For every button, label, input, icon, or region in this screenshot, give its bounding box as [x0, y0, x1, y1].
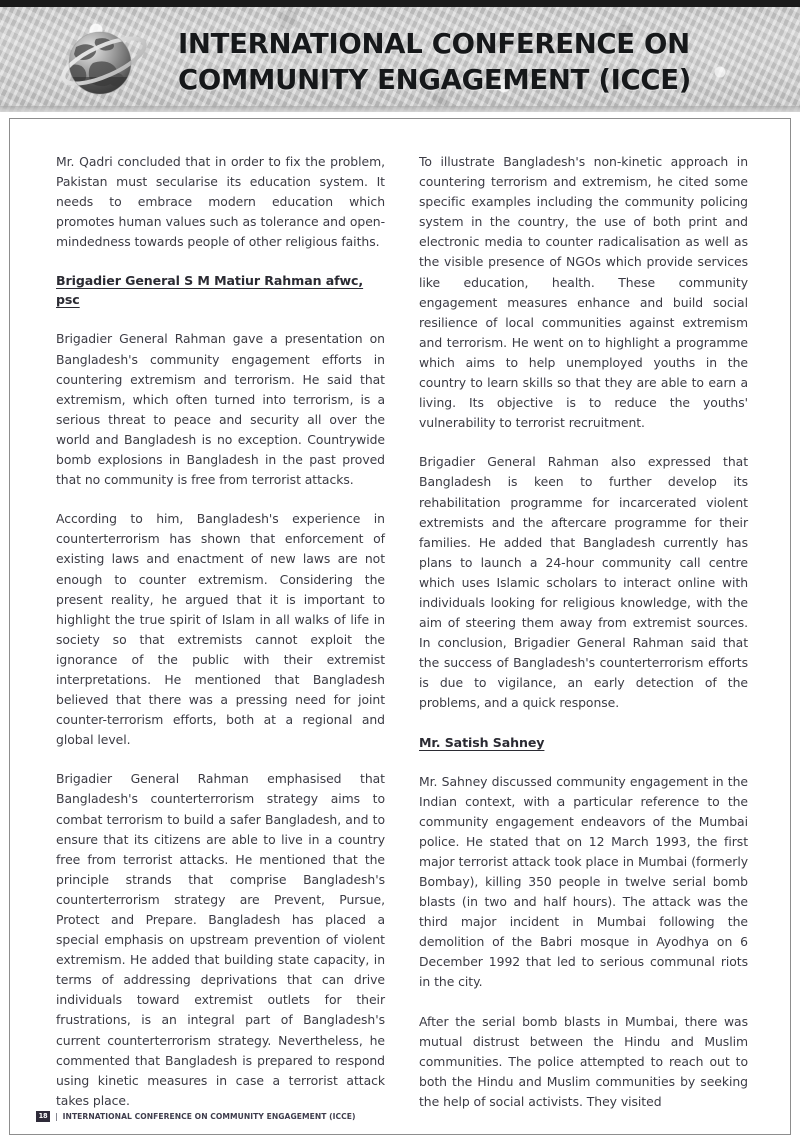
section-heading-matiur-rahman: Brigadier General S M Matiur Rahman afwc, psc: [56, 273, 364, 308]
page-title-line-1: INTERNATIONAL CONFERENCE ON: [178, 28, 690, 60]
paragraph: After the serial bomb blasts in Mumbai, there was mutual distrust between the Hindu and Muslim communities. The police attempted to reach out to both the Hindu and Muslim communities by seeking the help of social activists. They visited: [419, 1013, 748, 1109]
section-heading-satish-sahney: Mr. Satish Sahney: [419, 734, 545, 750]
paragraph: Brigadier General Rahman gave a presentation on Bangladesh's community engagement efforts in countering extremism and terrorism. He said that extremism, which often turned into terrorism, is a serious threat to peace and security all over the world and Bangladesh is no exception. Countrywide bomb explosions in Bangladesh in the past proved that no community is free from terrorist attacks.: [56, 331, 385, 488]
footer-conference-name: INTERNATIONAL CONFERENCE ON COMMUNITY ENGAGEMENT (ICCE): [62, 1111, 356, 1121]
paragraph: Brigadier General Rahman also expressed that Bangladesh is keen to further develop its rehabilitation programme for incarcerated violent extremists and the aftercare programme for their families. He added that Bangladesh currently has plans to launch a 24-hour community call centre which uses Islamic scholars to interact online with individuals looking for religious knowledge, with the aim of steering them away from extremist sources. In conclusion, Brigadier General Rahman said that the success of Bangladesh's counterterrorism efforts is due to vigilance, an early detection of the problems, and a quick response.: [419, 454, 748, 711]
right-column: [419, 152, 748, 1109]
paragraph: Brigadier General Rahman emphasised that Bangladesh's counterterrorism strategy aims to combat terrorism to build a safer Bangladesh, and to ensure that its citizens are able to live in a country free from terrorist attacks. He mentioned that the principle strands that comprise Bangladesh's counterterrorism strategy are Prevent, Pursue, Protect and Prepare. Bangladesh has placed a special emphasis on upstream prevention of violent extremism. He added that building state capacity, in terms of addressing deprivations that can drive individuals toward extremist outlets for their frustrations, is an integral part of Bangladesh's current counterterrorism strategy. Nevertheless, he commented that Bangladesh is prepared to respond using kinetic measures in case a terrorist attack takes place.: [56, 771, 385, 1108]
paragraph: To illustrate Bangladesh's non-kinetic approach in countering terrorism and extremism, he cited some specific examples including the community policing system in the country, the use of both print and electronic media to counter radicalisation as well as the visible presence of NGOs which provide services like education, health. These community engagement measures enhance and build social resilience of local communities against extremism and terrorism. He went on to highlight a programme which aims to help unemployed youths in the country to learn skills so that they are able to earn a living. Its objective is to reduce the youths' vulnerability to terrorist recruitment.: [419, 154, 748, 431]
two-column-text-body: [56, 152, 748, 1109]
paragraph: Mr. Sahney discussed community engagement in the Indian context, with a particular reference to the community engagement endeavors of the Mumbai police. He stated that on 12 March 1993, the first major terrorist attack took place in Mumbai (formerly Bombay), killing 350 people in twelve serial bomb blasts (in two and half hours). The attack was the third major incident in Mumbai following the demolition of the Babri mosque in Ayodhya on 6 December 1992 that led to serious communal riots in the city.: [419, 773, 748, 990]
header-top-rule: [0, 0, 800, 7]
footer-separator: |: [54, 1111, 58, 1121]
header-banner: [0, 7, 800, 112]
globe-icon: [52, 17, 156, 109]
page-title: [178, 27, 778, 98]
page-footer: [36, 1111, 356, 1122]
page-title-line-2: COMMUNITY ENGAGEMENT (ICCE): [178, 64, 692, 96]
paragraph: Mr. Qadri concluded that in order to fix the problem, Pakistan must secularise its education system. It needs to embrace modern education which promotes human values such as tolerance and open-mindedness towards people of other religious faiths.: [56, 154, 385, 250]
left-column: [56, 152, 385, 1108]
page-number-badge: 18: [36, 1111, 50, 1122]
paragraph: According to him, Bangladesh's experience in counterterrorism has shown that enforcement of existing laws and enactment of new laws are not enough to counter extremism. Considering the present reality, he argued that it is important to highlight the true spirit of Islam in all walks of life in society so that extremists cannot exploit the ignorance of the public with their extremist interpretations. He mentioned that Bangladesh believed that there was a pressing need for joint counter-terrorism efforts, both at a regional and global level.: [56, 511, 385, 748]
